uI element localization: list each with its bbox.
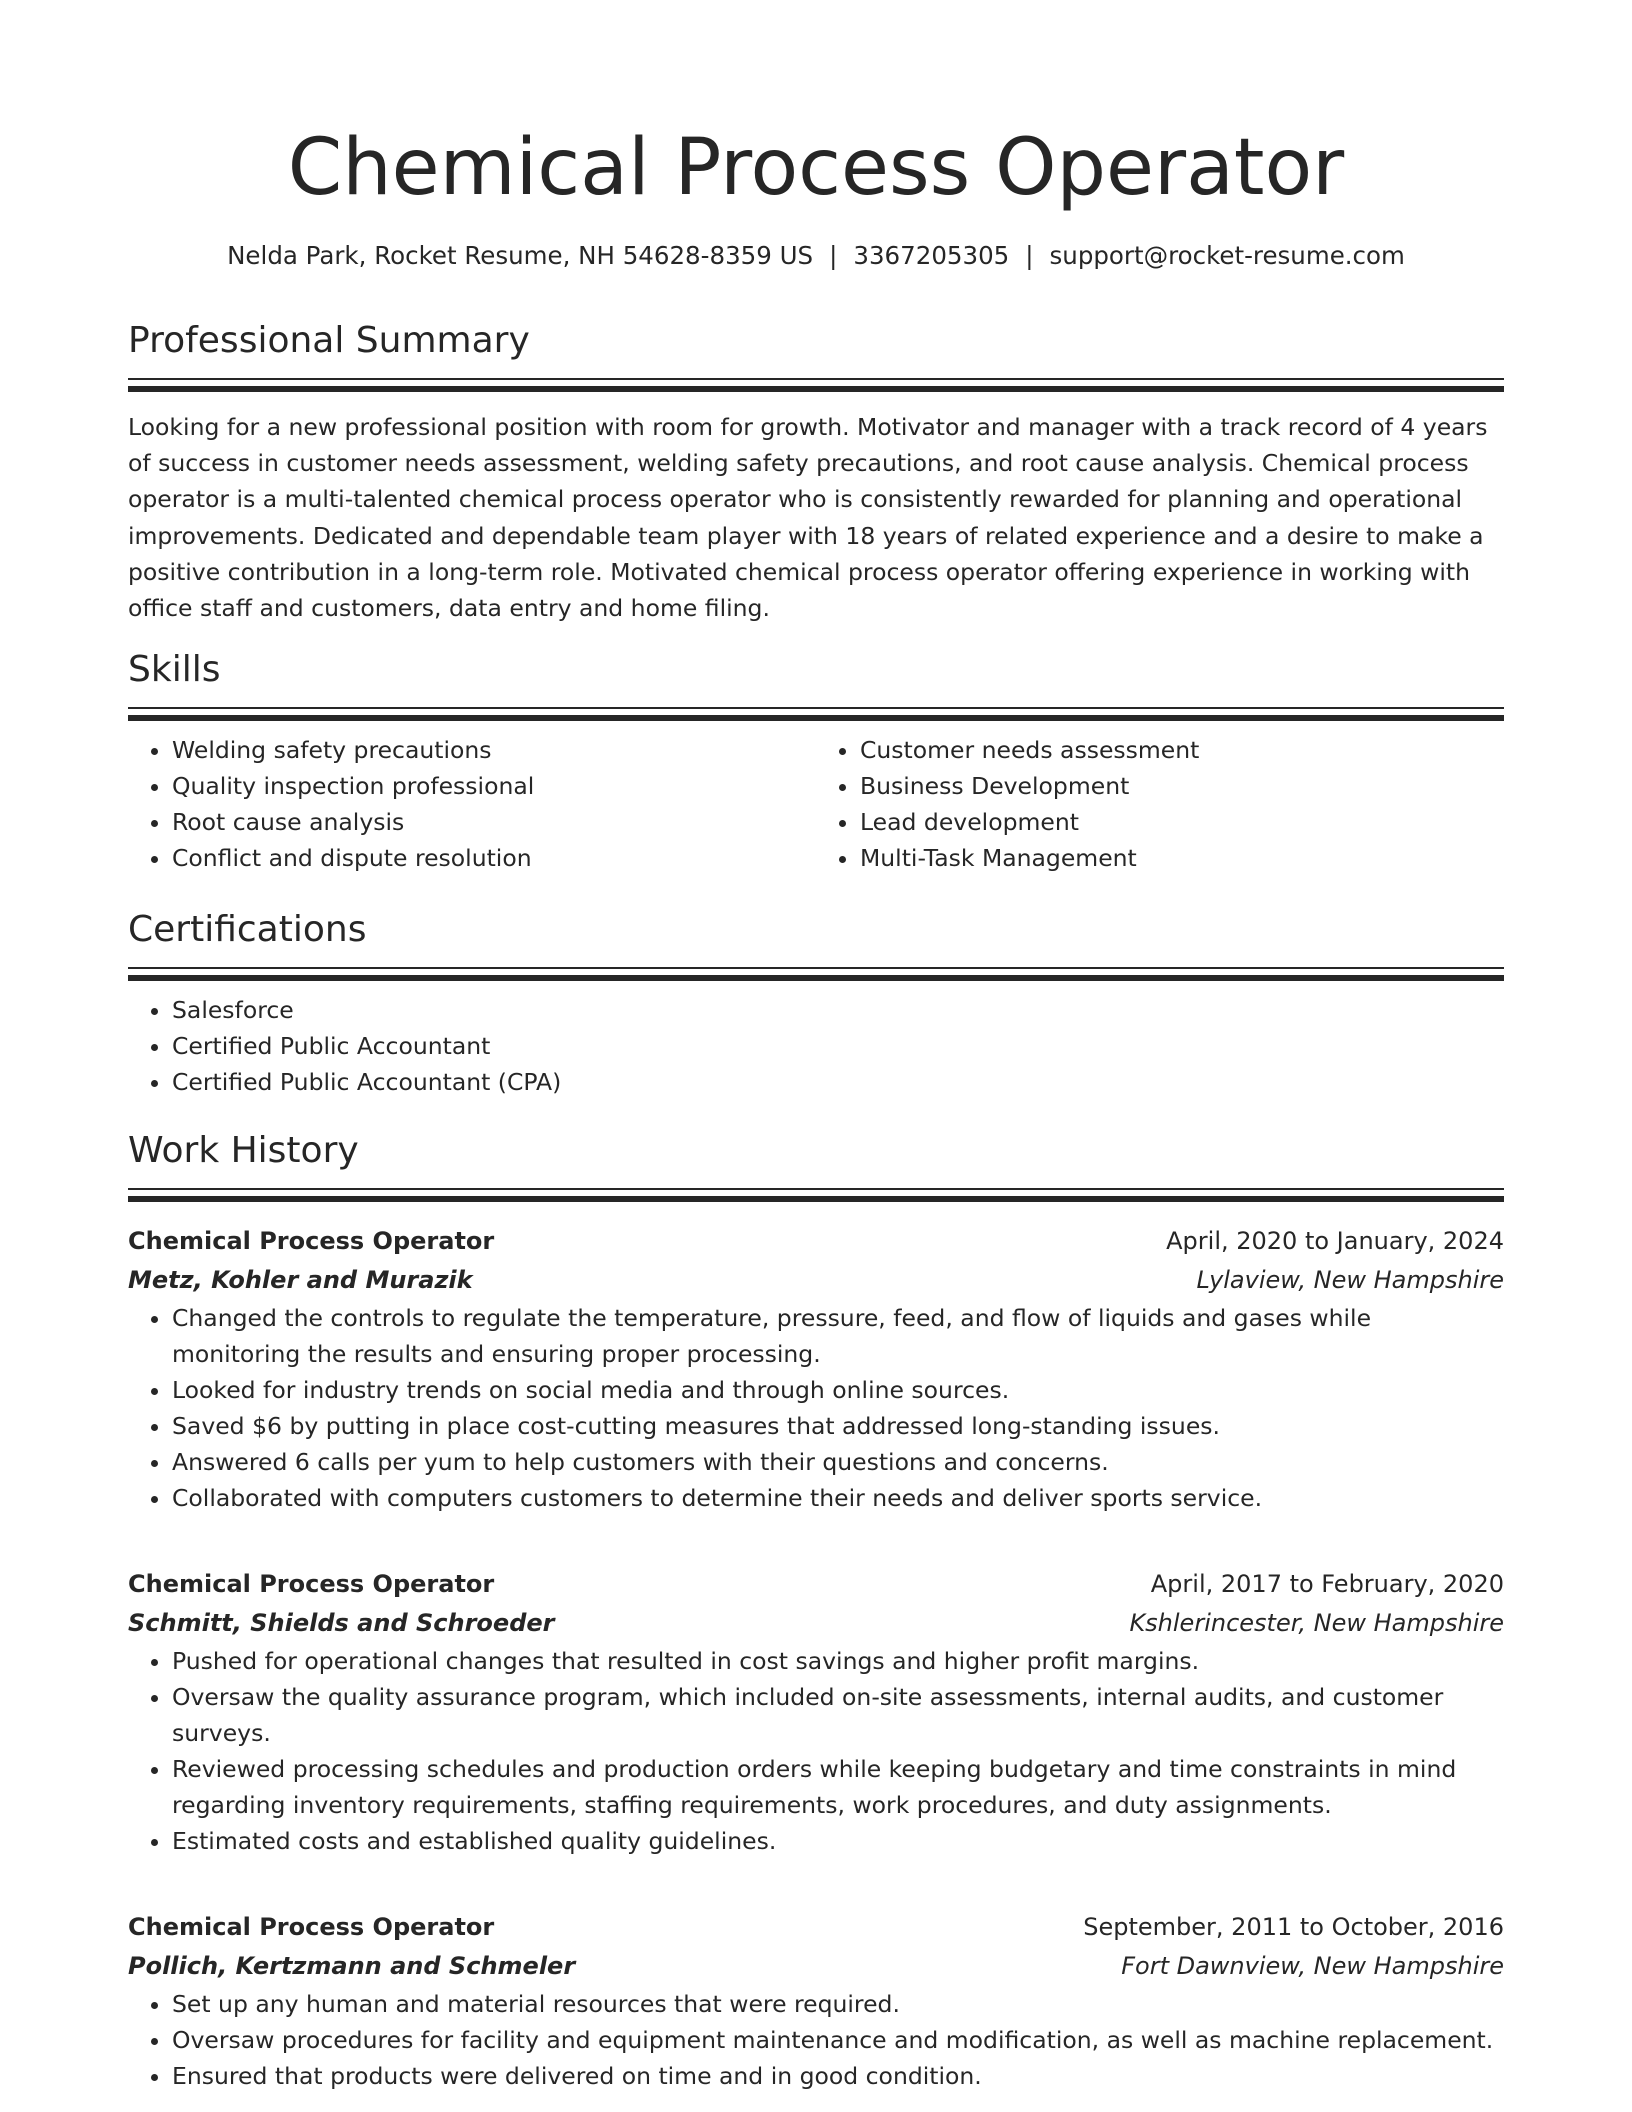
skills-list-right	[816, 732, 1504, 876]
job-bullet: • Answered 6 calls per yum to help customers with their questions and concerns.	[172, 1444, 1504, 1480]
job-title: Chemical Process Operator	[128, 1227, 495, 1255]
job-bullet: • Collaborated with computers customers to determine their needs and deliver sports service.	[172, 1480, 1504, 1516]
work-history-section	[128, 1126, 1504, 1203]
contact-address: Nelda Park, Rocket Resume, NH 54628-8359 US	[227, 241, 814, 270]
job-location: Kshlerincester, New Hampshire	[1129, 1609, 1504, 1637]
job-bullet: • Changed the controls to regulate the temperature, pressure, feed, and flow of liquids and gases while monitoring the results and ensuring proper processing.	[172, 1300, 1504, 1372]
job-bullet: • Oversaw procedures for facility and equipment maintenance and modification, as well as machine replacement.	[172, 2022, 1504, 2058]
section-divider	[128, 967, 1504, 982]
job-subheader-row	[128, 1604, 1504, 1643]
job-company: Metz, Kohler and Murazik	[128, 1266, 473, 1294]
job-bullets	[128, 1300, 1504, 1516]
section-heading-summary: Professional Summary	[128, 320, 530, 361]
certification-item: • Certified Public Accountant	[172, 1028, 1504, 1064]
job-bullet: • Ensured that products were delivered on time and in good condition.	[172, 2058, 1504, 2094]
skills-grid	[128, 732, 1504, 876]
skill-item: • Business Development	[860, 768, 1504, 804]
skills-section	[128, 645, 1504, 876]
certifications-list	[128, 992, 1504, 1100]
section-divider	[128, 1188, 1504, 1203]
job-header-row	[128, 1908, 1504, 1947]
skills-list-left	[128, 732, 816, 876]
summary-text: Looking for a new professional position with room for growth. Motivator and manager with a track record of 4 years of success in customer needs assessment, welding safety precautions, and root cause analysis. Chemical process operator is a multi-talented chemical process operator who is consistently rewarded for planning and operational improvements. Dedicated and dependable team player with 18 years of related experience and a desire to make a positive contribution in a long-term role. Motivated chemical process operator offering experience in working with office staff and customers, data entry and home filing.	[128, 413, 1488, 623]
job-bullet: • Pushed for operational changes that resulted in cost savings and higher profit margins.	[172, 1643, 1504, 1679]
section-heading-certifications: Certifications	[128, 909, 367, 950]
certifications-section	[128, 905, 1504, 1100]
job-dates: April, 2020 to January, 2024	[1166, 1227, 1504, 1255]
job-bullet: • Estimated costs and established quality guidelines.	[172, 1823, 1504, 1859]
job-company: Schmitt, Shields and Schroeder	[128, 1609, 555, 1637]
section-heading-work-history: Work History	[128, 1130, 359, 1171]
job-bullet: • Reviewed processing schedules and production orders while keeping budgetary and time constraints in mind regarding inventory requirements, staffing requirements, work procedures, and duty assignments.	[172, 1751, 1504, 1823]
job-bullet: • Saved $6 by putting in place cost-cutting measures that addressed long-standing issues.	[172, 1408, 1504, 1444]
job-subheader-row	[128, 1947, 1504, 1986]
job-dates: September, 2011 to October, 2016	[1083, 1913, 1504, 1941]
job-bullets	[128, 1643, 1504, 1859]
contact-line	[128, 236, 1504, 276]
job-subheader-row	[128, 1261, 1504, 1300]
job-bullets	[128, 1986, 1504, 2094]
job-entry	[128, 1222, 1504, 1516]
job-dates: April, 2017 to February, 2020	[1150, 1570, 1504, 1598]
contact-phone[interactable]: 3367205305	[853, 241, 1010, 270]
job-company: Pollich, Kertzmann and Schmeler	[128, 1952, 576, 1980]
skill-item: • Multi-Task Management	[860, 840, 1504, 876]
section-heading-skills: Skills	[128, 649, 221, 690]
job-location: Lylaview, New Hampshire	[1196, 1266, 1504, 1294]
skill-item: • Customer needs assessment	[860, 732, 1504, 768]
section-divider	[128, 378, 1504, 393]
job-entry	[128, 1565, 1504, 1859]
contact-separator: |	[829, 241, 838, 270]
job-title: Chemical Process Operator	[128, 1913, 495, 1941]
resume-title: Chemical Process Operator	[287, 123, 1345, 213]
job-header-row	[128, 1222, 1504, 1261]
summary-section	[128, 316, 1504, 626]
skill-item: • Root cause analysis	[172, 804, 816, 840]
job-entry	[128, 1908, 1504, 2094]
certification-item: • Certified Public Accountant (CPA)	[172, 1064, 1504, 1100]
skill-item: • Quality inspection professional	[172, 768, 816, 804]
contact-separator: |	[1025, 241, 1034, 270]
job-location: Fort Dawnview, New Hampshire	[1121, 1952, 1504, 1980]
skill-item: • Welding safety precautions	[172, 732, 816, 768]
certification-item: • Salesforce	[172, 992, 1504, 1028]
skill-item: • Conflict and dispute resolution	[172, 840, 816, 876]
job-title: Chemical Process Operator	[128, 1570, 495, 1598]
skill-item: • Lead development	[860, 804, 1504, 840]
job-bullet: • Set up any human and material resources that were required.	[172, 1986, 1504, 2022]
job-bullet: • Oversaw the quality assurance program, which included on-site assessments, internal audits, and customer surveys.	[172, 1679, 1504, 1751]
job-header-row	[128, 1565, 1504, 1604]
section-divider	[128, 707, 1504, 722]
contact-email[interactable]: support@rocket-resume.com	[1049, 241, 1405, 270]
job-bullet: • Looked for industry trends on social media and through online sources.	[172, 1372, 1504, 1408]
